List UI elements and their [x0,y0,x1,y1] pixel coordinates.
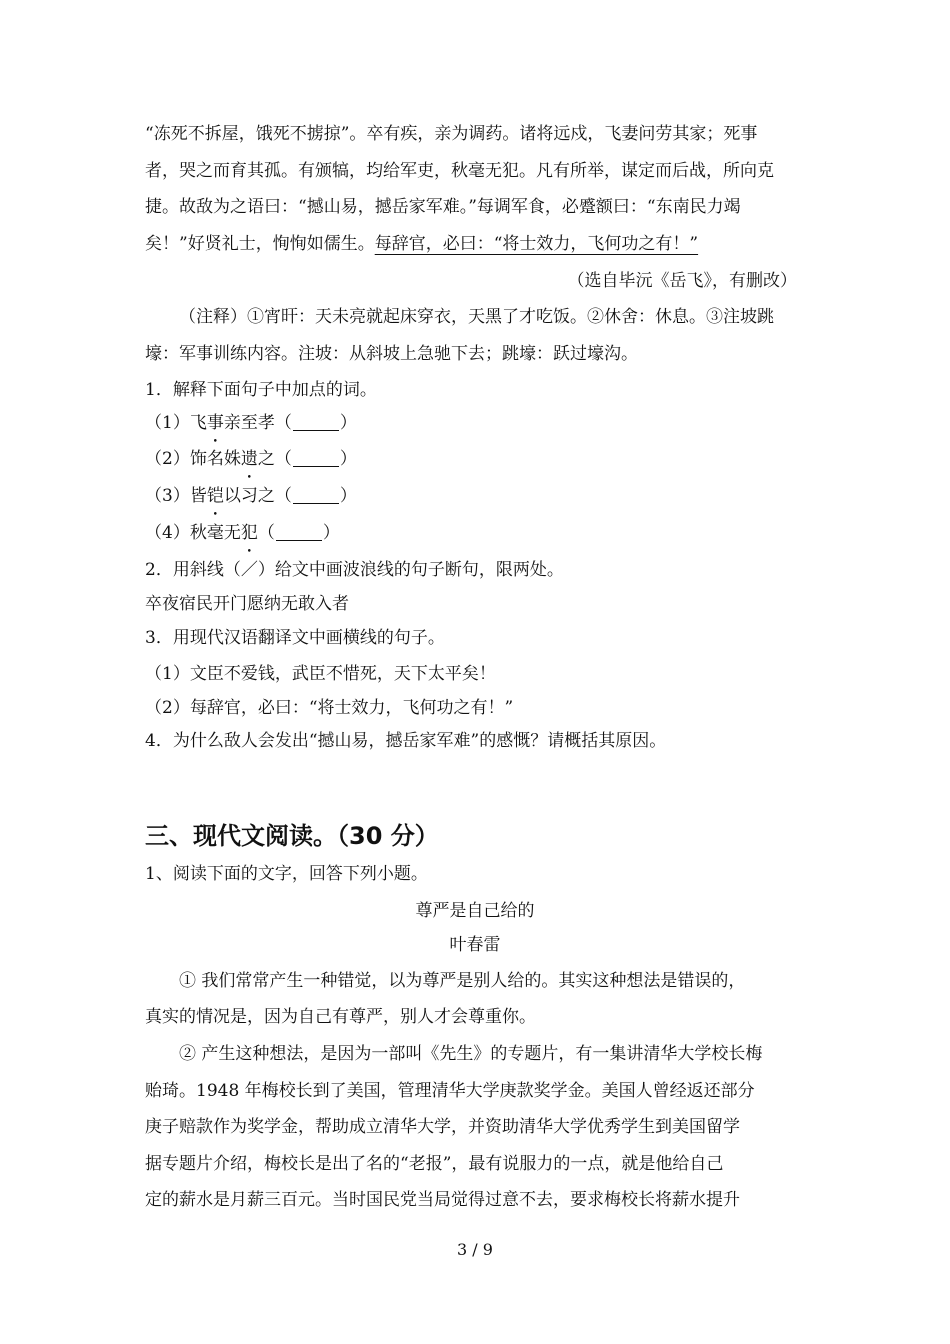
page-number: 3 / 9 [457,1240,493,1259]
q1-item-3-end: ） [339,486,357,506]
q1-item-4 [145,515,810,551]
answer-blank[interactable] [293,483,339,504]
q1-item-3 [145,478,810,514]
q1-item-2-dotted-word: 遗 [240,449,258,469]
question-1: 1．解释下面句子中加点的词。 [145,380,377,400]
answer-blank[interactable] [293,410,339,431]
question-3: 3．用现代汉语翻译文中画横线的句子。 [145,628,445,648]
q1-item-3-dotted-word: 铠 [206,486,224,506]
passage-source: （选自毕沅《岳飞》，有删改） [567,271,797,291]
underlined-sentence: 每辞官，必曰：“将士效力，飞何功之有！” [374,234,699,254]
q1-item-4-dotted-word: 犯 [240,523,258,543]
passage-line-1: “冻死不拆屋，饿死不掳掠”。卒有疾，亲为调药。诸将远戍，飞妻问劳其家；死事 [145,124,758,144]
q3-item-1: （1）文臣不爱钱，武臣不惜死，天下太平矣！ [145,664,496,684]
q1-item-3-suffix: 以习之（ [223,486,292,506]
q1-item-1-prefix: （1）飞 [145,413,207,433]
q1-item-4-prefix: （4）秋毫无 [145,523,241,543]
para2-line-3: 庚子赔款作为奖学金，帮助成立清华大学，并资助清华大学优秀学生到美国留学 [145,1117,740,1137]
para1-line-1: ① 我们常常产生一种错觉，以为尊严是别人给的。其实这种想法是错误的， [179,971,746,991]
article-author: 叶春雷 [449,935,501,955]
para2-line-5: 定的薪水是月薪三百元。当时国民党当局觉得过意不去，要求梅校长将薪水提升 [145,1190,740,1210]
q1-item-1-end: ） [339,413,357,433]
q1-item-3-prefix: （3）皆 [145,486,207,506]
q1-item-2-end: ） [339,449,357,469]
q1-item-2-prefix: （2）饰名姝 [145,449,241,469]
answer-blank[interactable] [293,446,339,467]
passage-line-2: 者，哭之而育其孤。有颁犒，均给军吏，秋毫无犯。凡有所举，谋定而后战，所向克 [145,161,774,181]
q1-item-1-suffix: 亲至孝（ [223,413,292,433]
q2-sentence: 卒夜宿民开门愿纳无敢入者 [145,594,349,614]
passage-line-3: 捷。故敌为之语曰：“撼山易，撼岳家军难。”每调军食，必蹙额曰：“东南民力竭 [145,197,741,217]
para1-line-2: 真实的情况是，因为自己有尊严，别人才会尊重你。 [145,1007,536,1027]
q3-item-2: （2）每辞官，必曰：“将士效力，飞何功之有！” [145,698,514,718]
para2-line-4: 据专题片介绍，梅校长是出了名的“老报”，最有说服力的一点，就是他给自己 [145,1154,724,1174]
article-title: 尊严是自己给的 [415,901,535,921]
q1-item-4-suffix: （ [257,523,275,543]
q1-item-2-suffix: 之（ [257,449,292,469]
q1-item-1-dotted-word: 事 [206,413,224,433]
question-4: 4．为什么敌人会发出“撼山易，撼岳家军难”的感慨？请概括其原因。 [145,731,667,751]
section-intro: 1、阅读下面的文字，回答下列小题。 [145,864,428,884]
section-heading: 三、现代文阅读。（30 分） [145,822,439,850]
notes-line-1: （注释）①宵旰：天未亮就起床穿衣，天黑了才吃饭。②休舍：休息。③注坡跳 [179,307,774,327]
q1-item-2 [145,441,810,477]
q1-item-4-end: ） [322,523,340,543]
para2-line-2: 贻琦。1948 年梅校长到了美国，管理清华大学庚款奖学金。美国人曾经返还部分 [145,1081,755,1101]
passage-line-4-start: 矣！”好贤礼士，恂恂如儒生。 [145,234,375,254]
para2-line-1: ② 产生这种想法，是因为一部叫《先生》的专题片，有一集讲清华大学校长梅 [179,1044,763,1064]
notes-line-2: 壕：军事训练内容。注坡：从斜坡上急驰下去；跳壕：跃过壕沟。 [145,344,638,364]
question-2: 2．用斜线（／）给文中画波浪线的句子断句，限两处。 [145,560,564,580]
answer-blank[interactable] [276,520,322,541]
q1-item-1 [145,405,810,441]
passage-line-4 [145,226,810,262]
